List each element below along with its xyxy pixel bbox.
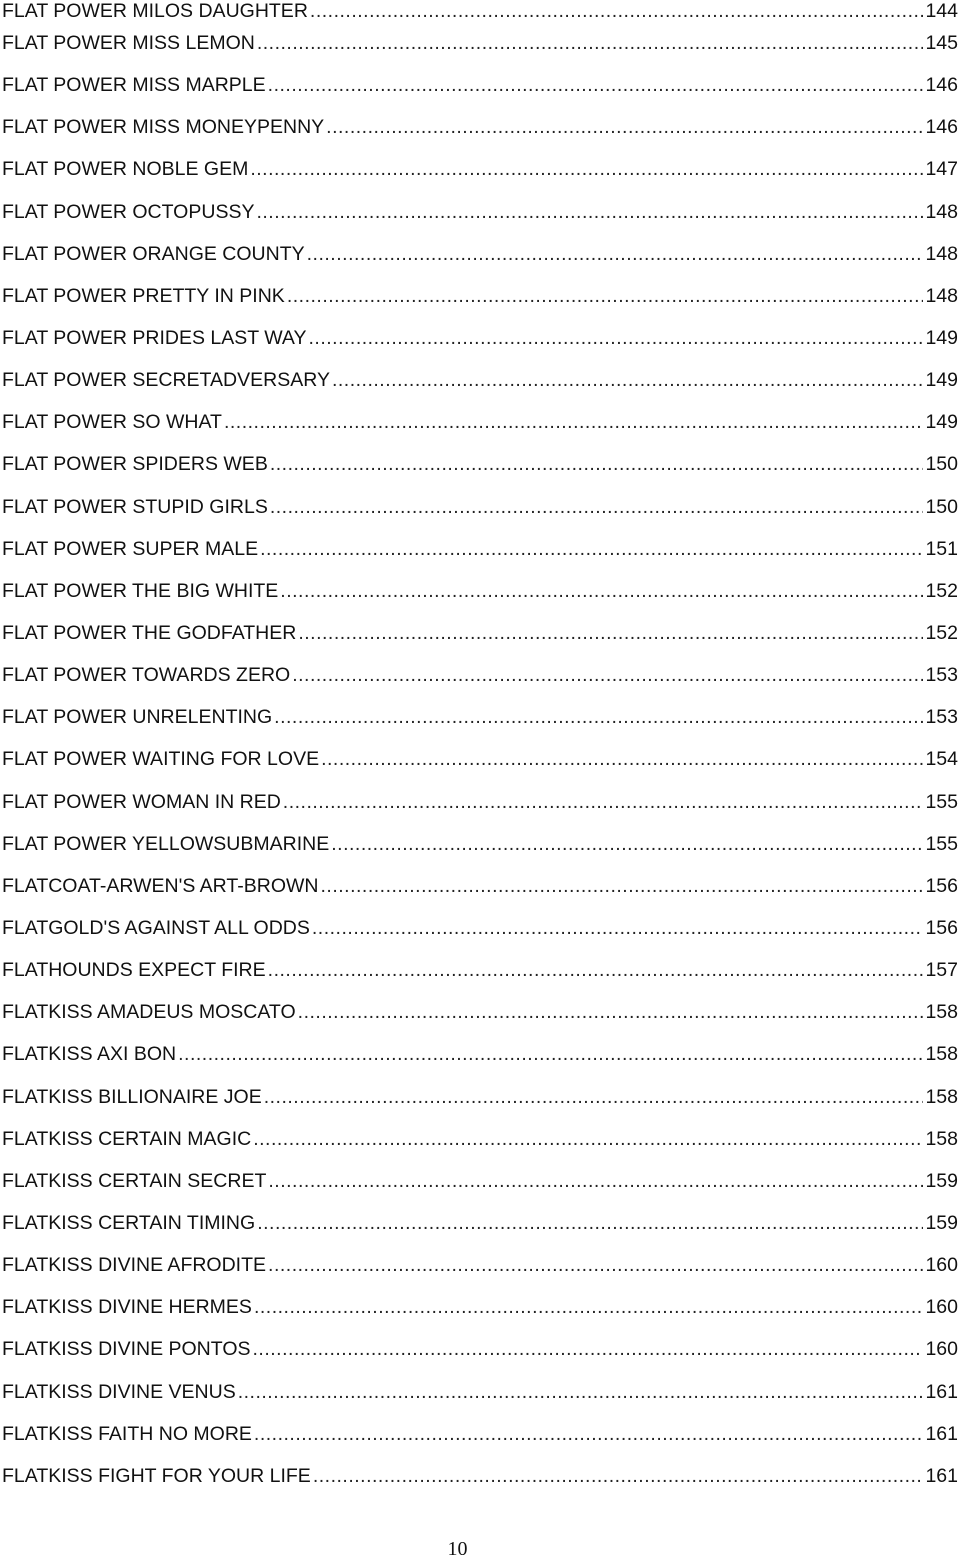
toc-dot-leader — [313, 1465, 924, 1487]
toc-entry[interactable] — [0, 148, 960, 190]
toc-entry[interactable] — [0, 696, 960, 738]
toc-dot-leader — [312, 917, 924, 939]
toc-dot-leader — [238, 1381, 924, 1403]
toc-dot-leader — [308, 327, 923, 349]
toc-dot-leader — [283, 791, 924, 813]
toc-entry-title: FLATKISS CERTAIN TIMING — [2, 1212, 256, 1234]
toc-dot-leader — [178, 1043, 923, 1065]
toc-entry[interactable] — [0, 654, 960, 696]
toc-entry-title: FLATKISS DIVINE AFRODITE — [2, 1254, 267, 1277]
toc-entry-page: 160 — [925, 1296, 958, 1319]
toc-dot-leader — [224, 411, 924, 433]
toc-entry[interactable] — [0, 1076, 960, 1118]
toc-entry[interactable] — [0, 738, 960, 780]
toc-entry-title: FLAT POWER THE BIG WHITE — [2, 579, 279, 602]
toc-entry-page: 158 — [925, 1085, 958, 1108]
toc-entry-title: FLATKISS CERTAIN SECRET — [2, 1169, 267, 1192]
toc-entry-page: 146 — [925, 116, 958, 139]
toc-entry-title: FLATKISS AMADEUS MOSCATO — [2, 1001, 296, 1024]
toc-entry-page: 159 — [925, 1212, 958, 1234]
toc-entry-page: 152 — [925, 579, 958, 602]
toc-entry[interactable] — [0, 1286, 960, 1328]
toc-dot-leader — [321, 748, 923, 770]
toc-entry[interactable] — [0, 22, 960, 64]
toc-entry-title: FLATKISS DIVINE HERMES — [2, 1296, 252, 1319]
toc-entry-page: 153 — [925, 706, 958, 729]
toc-entry[interactable] — [0, 1160, 960, 1202]
toc-entry[interactable] — [0, 781, 960, 823]
toc-entry-title: FLAT POWER STUPID GIRLS — [2, 495, 268, 518]
toc-entry[interactable] — [0, 317, 960, 359]
toc-entry-title: FLATCOAT-ARWEN'S ART-BROWN — [2, 874, 319, 897]
toc-entry[interactable] — [0, 64, 960, 106]
toc-entry-page: 161 — [925, 1380, 958, 1403]
toc-dot-leader — [260, 538, 923, 560]
toc-entry[interactable] — [0, 275, 960, 317]
toc-dot-leader — [254, 1296, 924, 1318]
toc-dot-leader — [270, 453, 924, 475]
toc-entry[interactable] — [0, 401, 960, 443]
toc-entry-page: 158 — [925, 1043, 958, 1066]
toc-dot-leader — [264, 1086, 924, 1108]
toc-entry-title: FLATHOUNDS EXPECT FIRE — [2, 959, 266, 982]
toc-entry-page: 154 — [925, 748, 958, 771]
toc-entry-page: 159 — [925, 1169, 958, 1192]
toc-entry-page: 161 — [925, 1422, 958, 1445]
toc-entry-page: 156 — [925, 874, 958, 897]
toc-entry-title: FLAT POWER MILOS DAUGHTER — [2, 0, 308, 22]
toc-entry-page: 152 — [925, 622, 958, 645]
toc-entry-title: FLATKISS DIVINE VENUS — [2, 1380, 236, 1403]
toc-entry[interactable] — [0, 1244, 960, 1286]
toc-entry[interactable] — [0, 1328, 960, 1370]
toc-entry-page: 148 — [925, 200, 958, 223]
toc-entry-page: 158 — [925, 1127, 958, 1150]
toc-dot-leader — [254, 1423, 924, 1445]
toc-entry-title: FLATKISS CERTAIN MAGIC — [2, 1127, 252, 1150]
toc-entry[interactable] — [0, 443, 960, 485]
toc-dot-leader — [331, 833, 923, 855]
toc-entry-title: FLAT POWER ORANGE COUNTY — [2, 242, 305, 265]
toc-entry[interactable] — [0, 233, 960, 275]
toc-entry-page: 150 — [925, 495, 958, 518]
toc-dot-leader — [320, 875, 923, 897]
toc-dot-leader — [274, 706, 923, 728]
toc-dot-leader — [253, 1338, 924, 1360]
toc-entry-title: FLAT POWER MISS MONEYPENNY — [2, 116, 325, 139]
toc-entry[interactable] — [0, 823, 960, 865]
toc-entry-title: FLAT POWER THE GODFATHER — [2, 622, 297, 645]
toc-dot-leader — [253, 1128, 923, 1150]
toc-entry[interactable] — [0, 907, 960, 949]
toc-entry-page: 155 — [925, 832, 958, 855]
toc-entry-title: FLAT POWER YELLOWSUBMARINE — [2, 832, 330, 855]
toc-dot-leader — [268, 959, 924, 981]
toc-dot-leader — [257, 32, 924, 54]
toc-dot-leader — [287, 285, 924, 307]
toc-entry-page: 150 — [925, 453, 958, 476]
toc-entry[interactable] — [0, 612, 960, 654]
toc-dot-leader — [292, 664, 923, 686]
toc-dot-leader — [307, 243, 924, 265]
toc-entry[interactable] — [0, 486, 960, 528]
toc-entry-page: 157 — [925, 959, 958, 982]
toc-entry-title: FLAT POWER SUPER MALE — [2, 537, 259, 560]
toc-entry-title: FLAT POWER WOMAN IN RED — [2, 790, 281, 813]
toc-entry-title: FLAT POWER PRIDES LAST WAY — [2, 327, 307, 350]
toc-entry-page: 144 — [925, 0, 958, 22]
toc-entry-title: FLAT POWER WAITING FOR LOVE — [2, 748, 320, 771]
toc-entry[interactable] — [0, 1202, 960, 1244]
toc-dot-leader — [326, 116, 923, 138]
toc-dot-leader — [270, 496, 924, 518]
toc-entry[interactable] — [0, 359, 960, 401]
toc-dot-leader — [268, 1170, 923, 1192]
toc-entry[interactable] — [0, 528, 960, 570]
toc-entry[interactable] — [0, 106, 960, 148]
toc-entry-page: 151 — [925, 537, 958, 560]
toc-entry-title: FLAT POWER NOBLE GEM — [2, 158, 249, 181]
toc-entry-title: FLAT POWER TOWARDS ZERO — [2, 664, 291, 687]
toc-entry[interactable] — [0, 1118, 960, 1160]
toc-entry-title: FLATKISS DIVINE PONTOS — [2, 1338, 251, 1361]
toc-entry[interactable] — [0, 1455, 960, 1497]
toc-entry-page: 146 — [925, 74, 958, 97]
toc-entry-page: 148 — [925, 242, 958, 265]
toc-entry-page: 161 — [925, 1464, 958, 1487]
toc-entry-page: 149 — [925, 327, 958, 350]
toc-entry-page: 153 — [925, 664, 958, 687]
toc-entry[interactable] — [0, 191, 960, 233]
toc-dot-leader — [298, 622, 923, 644]
toc-dot-leader — [310, 0, 924, 22]
toc-entry-page: 145 — [925, 32, 958, 55]
toc-entry-title: FLAT POWER SECRETADVERSARY — [2, 369, 330, 392]
toc-entry-title: FLATKISS FAITH NO MORE — [2, 1422, 252, 1445]
toc-entry-page: 148 — [925, 284, 958, 307]
toc-entry-page: 156 — [925, 917, 958, 940]
toc-entry-title: FLAT POWER SPIDERS WEB — [2, 453, 268, 476]
toc-entry[interactable] — [0, 570, 960, 612]
toc-entry[interactable] — [0, 949, 960, 991]
toc-entry[interactable] — [0, 1371, 960, 1413]
toc-entry[interactable] — [0, 991, 960, 1033]
toc-dot-leader — [298, 1001, 924, 1023]
toc-entry-page: 158 — [925, 1001, 958, 1024]
toc-entry-page: 149 — [925, 411, 958, 434]
toc-entry-title: FLATKISS AXI BON — [2, 1043, 177, 1066]
toc-entry[interactable] — [0, 0, 960, 22]
toc-dot-leader — [332, 369, 923, 391]
toc-entry-title: FLAT POWER OCTOPUSSY — [2, 200, 255, 223]
toc-entry-page: 160 — [925, 1338, 958, 1361]
toc-dot-leader — [257, 1212, 923, 1234]
toc-dot-leader — [268, 74, 924, 96]
toc-dot-leader — [268, 1254, 923, 1276]
toc-entry-title: FLATKISS FIGHT FOR YOUR LIFE — [2, 1464, 311, 1487]
toc-entry[interactable] — [0, 1033, 960, 1075]
toc-entry-title: FLATGOLD'S AGAINST ALL ODDS — [2, 917, 310, 940]
toc-entry-title: FLATKISS BILLIONAIRE JOE — [2, 1085, 262, 1108]
toc-entry[interactable] — [0, 1413, 960, 1455]
toc-entry-page: 155 — [925, 790, 958, 813]
toc-entry-title: FLAT POWER MISS LEMON — [2, 32, 255, 55]
toc-entry-title: FLAT POWER MISS MARPLE — [2, 74, 266, 97]
page-number: 10 — [447, 1538, 468, 1560]
toc-entry-title: FLAT POWER UNRELENTING — [2, 706, 273, 729]
toc-dot-leader — [256, 201, 923, 223]
toc-entry-title: FLAT POWER PRETTY IN PINK — [2, 284, 285, 307]
toc-dot-leader — [280, 580, 923, 602]
toc-entry-page: 147 — [925, 158, 958, 181]
toc-entry-page: 149 — [925, 369, 958, 392]
toc-entry-title: FLAT POWER SO WHAT — [2, 411, 222, 434]
toc-entry-page: 160 — [925, 1254, 958, 1277]
toc-dot-leader — [250, 158, 923, 180]
toc-entry[interactable] — [0, 865, 960, 907]
